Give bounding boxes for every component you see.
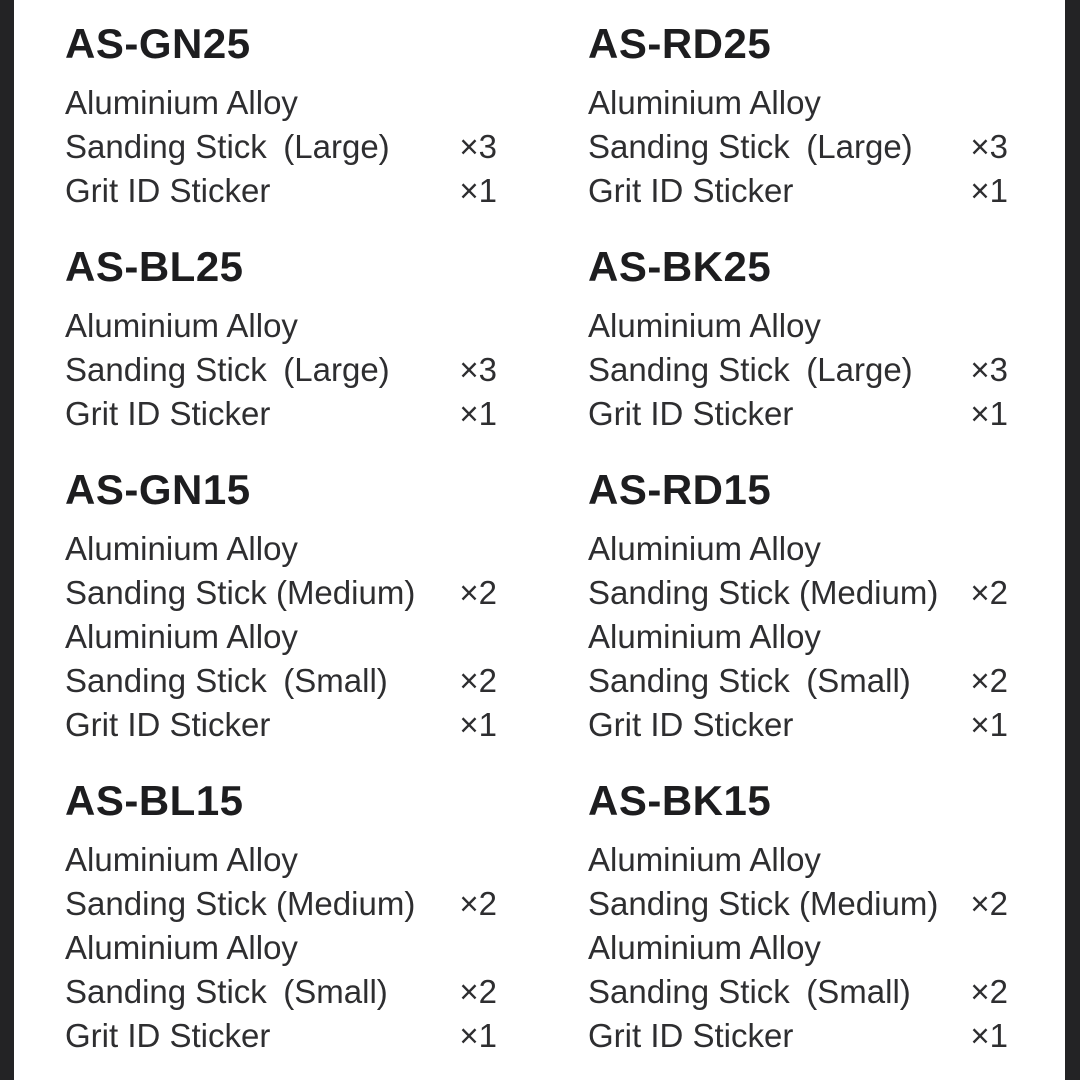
component-row xyxy=(65,392,497,436)
product-code: AS-BL15 xyxy=(65,777,244,824)
component-qty: ×2 xyxy=(459,973,497,1010)
component-row xyxy=(588,1014,1008,1058)
component-qty: ×1 xyxy=(970,706,1008,743)
component-qty: ×2 xyxy=(459,574,497,611)
component-row xyxy=(65,81,497,125)
product-block-as-bk25 xyxy=(588,243,1008,436)
product-code: AS-BK25 xyxy=(588,243,772,290)
component-name: Sanding Stick (Medium) xyxy=(65,574,416,611)
product-code: AS-GN25 xyxy=(65,20,251,67)
component-qty: ×1 xyxy=(970,1017,1008,1054)
component-qty: ×2 xyxy=(970,885,1008,922)
component-name: Grit ID Sticker xyxy=(65,1017,271,1054)
component-name: Aluminium Alloy xyxy=(65,84,298,121)
product-code: AS-BK15 xyxy=(588,777,772,824)
component-name: Sanding Stick (Large) xyxy=(65,128,390,165)
product-block-as-gn15 xyxy=(65,466,497,747)
component-name: Aluminium Alloy xyxy=(65,307,298,344)
component-name: Sanding Stick (Medium) xyxy=(588,885,939,922)
component-name: Sanding Stick (Medium) xyxy=(65,885,416,922)
component-qty: ×1 xyxy=(459,706,497,743)
component-name: Sanding Stick (Small) xyxy=(65,973,388,1010)
component-name: Grit ID Sticker xyxy=(588,1017,794,1054)
product-code: AS-RD15 xyxy=(588,466,772,513)
component-qty: ×2 xyxy=(970,662,1008,699)
component-row xyxy=(588,348,1008,392)
component-row xyxy=(588,81,1008,125)
component-qty: ×1 xyxy=(459,1017,497,1054)
component-row xyxy=(588,392,1008,436)
component-list xyxy=(65,527,497,747)
component-row xyxy=(65,970,497,1014)
component-name: Sanding Stick (Small) xyxy=(588,973,911,1010)
component-list xyxy=(588,838,1008,1058)
left-edge-bar xyxy=(0,0,14,1080)
component-row xyxy=(588,615,1008,659)
component-list xyxy=(588,304,1008,436)
component-row xyxy=(65,348,497,392)
product-code: AS-BL25 xyxy=(65,243,244,290)
component-name: Sanding Stick (Large) xyxy=(588,128,913,165)
component-name: Aluminium Alloy xyxy=(65,530,298,567)
component-qty: ×2 xyxy=(459,662,497,699)
component-row xyxy=(588,882,1008,926)
component-row xyxy=(65,527,497,571)
component-list xyxy=(65,304,497,436)
component-qty: ×1 xyxy=(970,395,1008,432)
component-qty: ×3 xyxy=(459,351,497,388)
component-list xyxy=(588,527,1008,747)
component-list xyxy=(588,81,1008,213)
component-name: Grit ID Sticker xyxy=(588,706,794,743)
component-name: Sanding Stick (Small) xyxy=(65,662,388,699)
component-qty: ×1 xyxy=(459,172,497,209)
product-code: AS-RD25 xyxy=(588,20,772,67)
product-block-as-rd15 xyxy=(588,466,1008,747)
component-name: Sanding Stick (Large) xyxy=(588,351,913,388)
component-qty: ×2 xyxy=(459,885,497,922)
component-name: Aluminium Alloy xyxy=(65,929,298,966)
product-code: AS-GN15 xyxy=(65,466,251,513)
component-row xyxy=(65,703,497,747)
component-row xyxy=(65,1014,497,1058)
component-name: Aluminium Alloy xyxy=(588,841,821,878)
component-name: Aluminium Alloy xyxy=(588,929,821,966)
component-name: Grit ID Sticker xyxy=(65,706,271,743)
component-qty: ×1 xyxy=(970,172,1008,209)
component-row xyxy=(65,615,497,659)
component-row xyxy=(588,169,1008,213)
component-row xyxy=(588,571,1008,615)
component-name: Aluminium Alloy xyxy=(588,530,821,567)
component-qty: ×3 xyxy=(970,128,1008,165)
component-list xyxy=(65,81,497,213)
component-name: Grit ID Sticker xyxy=(65,395,271,432)
component-row xyxy=(65,125,497,169)
product-block-as-gn25 xyxy=(65,20,497,213)
component-row xyxy=(588,703,1008,747)
component-row xyxy=(65,659,497,703)
component-row xyxy=(65,304,497,348)
component-row xyxy=(588,125,1008,169)
component-qty: ×2 xyxy=(970,574,1008,611)
component-name: Aluminium Alloy xyxy=(588,307,821,344)
component-row xyxy=(65,838,497,882)
component-row xyxy=(65,926,497,970)
component-qty: ×1 xyxy=(459,395,497,432)
product-block-as-rd25 xyxy=(588,20,1008,213)
component-row xyxy=(65,169,497,213)
product-spec-grid xyxy=(65,20,1008,1058)
component-qty: ×3 xyxy=(459,128,497,165)
component-name: Aluminium Alloy xyxy=(65,618,298,655)
component-list xyxy=(65,838,497,1058)
component-name: Aluminium Alloy xyxy=(65,841,298,878)
product-block-as-bl15 xyxy=(65,777,497,1058)
component-row xyxy=(65,882,497,926)
component-qty: ×3 xyxy=(970,351,1008,388)
component-row xyxy=(588,838,1008,882)
component-row xyxy=(65,571,497,615)
component-row xyxy=(588,527,1008,571)
component-name: Sanding Stick (Large) xyxy=(65,351,390,388)
component-name: Sanding Stick (Small) xyxy=(588,662,911,699)
product-block-as-bl25 xyxy=(65,243,497,436)
component-name: Grit ID Sticker xyxy=(588,395,794,432)
component-name: Aluminium Alloy xyxy=(588,618,821,655)
component-row xyxy=(588,926,1008,970)
component-name: Grit ID Sticker xyxy=(65,172,271,209)
component-name: Aluminium Alloy xyxy=(588,84,821,121)
component-qty: ×2 xyxy=(970,973,1008,1010)
component-row xyxy=(588,304,1008,348)
product-block-as-bk15 xyxy=(588,777,1008,1058)
component-row xyxy=(588,970,1008,1014)
component-name: Grit ID Sticker xyxy=(588,172,794,209)
component-row xyxy=(588,659,1008,703)
component-name: Sanding Stick (Medium) xyxy=(588,574,939,611)
right-edge-bar xyxy=(1065,0,1080,1080)
